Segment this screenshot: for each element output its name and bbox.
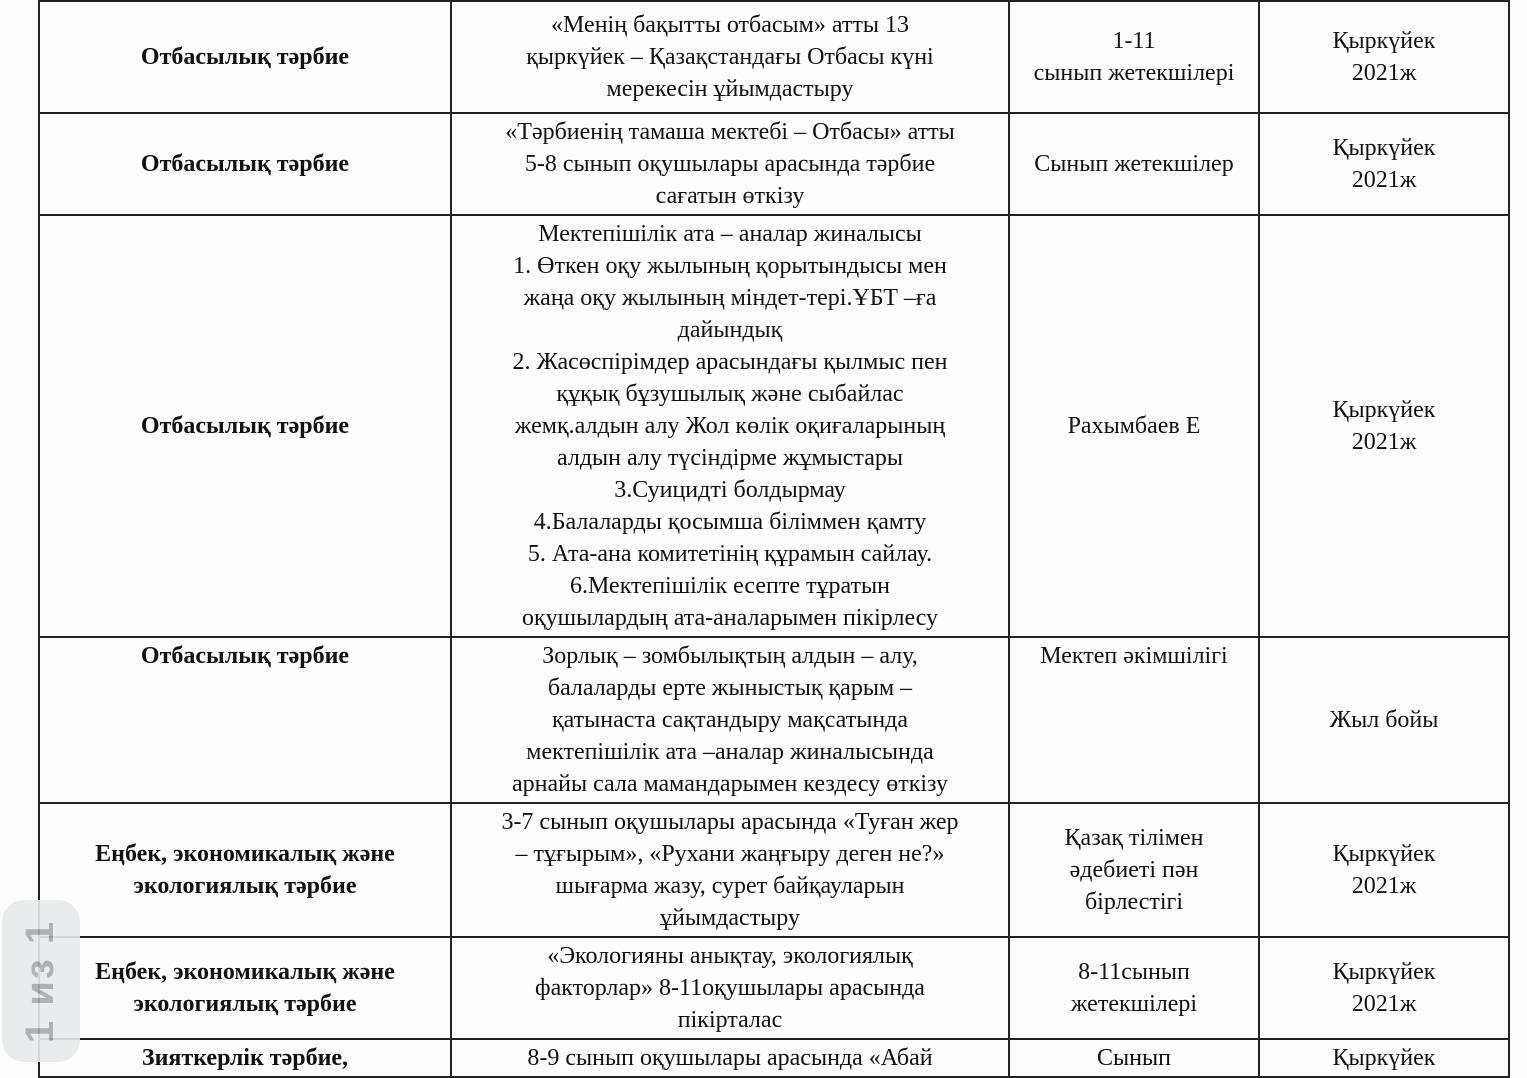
table-row <box>39 637 1509 803</box>
event-line: – тұғырым», «Рухани жаңғыру деген не?» <box>515 841 945 867</box>
direction-line: Еңбек, экономикалық және <box>95 841 395 867</box>
date-line: Қыркүйек <box>1332 135 1436 161</box>
table-row <box>39 1039 1509 1077</box>
responsible-line: 8-11сынып <box>1078 959 1190 985</box>
event-line: жаңа оқу жылының міндет-тері.ҰБТ –ға <box>523 285 937 311</box>
direction-cell: Отбасылық тәрбие <box>39 637 451 803</box>
responsible-cell <box>1009 113 1259 215</box>
event-line: құқық бұзушылық және сыбайлас <box>556 381 904 407</box>
direction-line: Еңбек, экономикалық және <box>95 959 395 985</box>
page-indicator-label: 1 из 1 <box>18 919 63 1043</box>
direction-line: экологиялық тәрбие <box>133 873 357 899</box>
responsible-line: Қазақ тілімен <box>1064 825 1204 851</box>
date-cell <box>1259 937 1509 1039</box>
event-line: 5. Ата-ана комитетінің құрамын сайлау. <box>527 541 933 567</box>
direction-cell: Зияткерлік тәрбие, <box>39 1039 451 1077</box>
responsible-line: Сынып жетекшілер <box>1034 151 1234 177</box>
event-line: 6.Мектепішілік есепте тұратын <box>570 573 890 599</box>
table-row <box>39 215 1509 637</box>
event-line: сағатын өткізу <box>655 183 805 209</box>
responsible-line: әдебиеті пән <box>1069 857 1199 883</box>
table-row <box>39 1 1509 113</box>
event-line: «Тәрбиенің тамаша мектебі – Отбасы» атты <box>505 119 955 145</box>
table-row <box>39 937 1509 1039</box>
responsible-cell: Сынып <box>1009 1039 1259 1077</box>
date-line: Қыркүйек <box>1332 959 1436 985</box>
date-line: Жыл бойы <box>1329 707 1439 733</box>
direction-cell: Отбасылық тәрбие <box>39 1 451 113</box>
responsible-cell <box>1009 803 1259 937</box>
date-line: Қыркүйек <box>1332 28 1436 54</box>
event-line: оқушылардың ата-аналарымен пікірлесу <box>521 605 939 631</box>
responsible-line: Мектеп әкімшілігі <box>1040 643 1228 669</box>
responsible-line: Рахымбаев Е <box>1067 413 1201 439</box>
responsible-cell <box>1009 937 1259 1039</box>
event-cell <box>451 637 1009 803</box>
date-cell <box>1259 1 1509 113</box>
direction-line: экологиялық тәрбие <box>133 991 357 1017</box>
event-cell <box>451 937 1009 1039</box>
date-cell <box>1259 803 1509 937</box>
direction-cell <box>39 803 451 937</box>
event-line: мерекесін ұйымдастыру <box>606 76 854 102</box>
responsible-line: жетекшілері <box>1070 991 1198 1017</box>
date-cell: Қыркүйек <box>1259 1039 1509 1077</box>
direction-cell: Отбасылық тәрбие <box>39 215 451 637</box>
responsible-cell <box>1009 215 1259 637</box>
responsible-cell <box>1009 1 1259 113</box>
event-cell: 8-9 сынып оқушылары арасында «Абай <box>451 1039 1009 1077</box>
event-line: алдын алу түсіндірме жұмыстары <box>557 445 903 471</box>
event-line: 3.Суицидті болдырмау <box>614 477 846 503</box>
event-line: 2. Жасөспірімдер арасындағы қылмыс пен <box>512 349 948 375</box>
event-line: пікірталас <box>677 1007 783 1033</box>
event-line: ұйымдастыру <box>660 905 800 931</box>
page-indicator <box>2 900 80 1062</box>
table-row <box>39 803 1509 937</box>
responsible-line: сынып жетекшілері <box>1033 60 1235 86</box>
event-line: 4.Балаларды қосымша біліммен қамту <box>533 509 927 535</box>
date-line: 2021ж <box>1351 991 1417 1017</box>
event-cell <box>451 215 1009 637</box>
date-line: 2021ж <box>1351 429 1417 455</box>
date-cell <box>1259 637 1509 803</box>
event-line: «Менің бақытты отбасым» атты 13 <box>551 12 909 38</box>
event-line: Мектепішілік ата – аналар жиналысы <box>538 221 922 247</box>
date-line: 2021ж <box>1351 60 1417 86</box>
date-line: 2021ж <box>1351 873 1417 899</box>
event-line: 1. Өткен оқу жылының қорытындысы мен <box>513 253 947 279</box>
responsible-line: бірлестігі <box>1084 889 1184 915</box>
event-line: дайындық <box>677 317 783 343</box>
date-line: 2021ж <box>1351 167 1417 193</box>
event-cell <box>451 113 1009 215</box>
event-line: балаларды ерте жыныстық қарым – <box>547 675 913 701</box>
event-cell <box>451 803 1009 937</box>
event-line: 5-8 сынып оқушылары арасында тәрбие <box>524 151 936 177</box>
event-line: шығарма жазу, сурет байқауларын <box>555 873 905 899</box>
event-line: арнайы сала мамандарымен кездесу өткізу <box>511 771 949 797</box>
event-line: қыркүйек – Қазақстандағы Отбасы күні <box>526 44 934 70</box>
direction-cell: Отбасылық тәрбие <box>39 113 451 215</box>
event-line: «Экологияны анықтау, экологиялық <box>547 943 913 969</box>
event-line: жемқ.алдын алу Жол көлік оқиғаларының <box>514 413 946 439</box>
event-line: мектепішілік ата –аналар жиналысында <box>526 739 934 765</box>
event-line: Зорлық – зомбылықтың алдын – алу, <box>542 643 918 669</box>
event-line: 3-7 сынып оқушылары арасында «Туған жер <box>501 809 959 835</box>
date-line: Қыркүйек <box>1332 841 1436 867</box>
event-line: факторлар» 8-11оқушылары арасында <box>535 975 925 1001</box>
date-cell <box>1259 215 1509 637</box>
date-line: Қыркүйек <box>1332 397 1436 423</box>
responsible-cell <box>1009 637 1259 803</box>
responsible-line: 1-11 <box>1112 28 1156 54</box>
direction-cell <box>39 937 451 1039</box>
plan-table <box>38 0 1510 1078</box>
event-line: қатынаста сақтандыру мақсатында <box>551 707 909 733</box>
date-cell <box>1259 113 1509 215</box>
event-cell <box>451 1 1009 113</box>
table-row <box>39 113 1509 215</box>
